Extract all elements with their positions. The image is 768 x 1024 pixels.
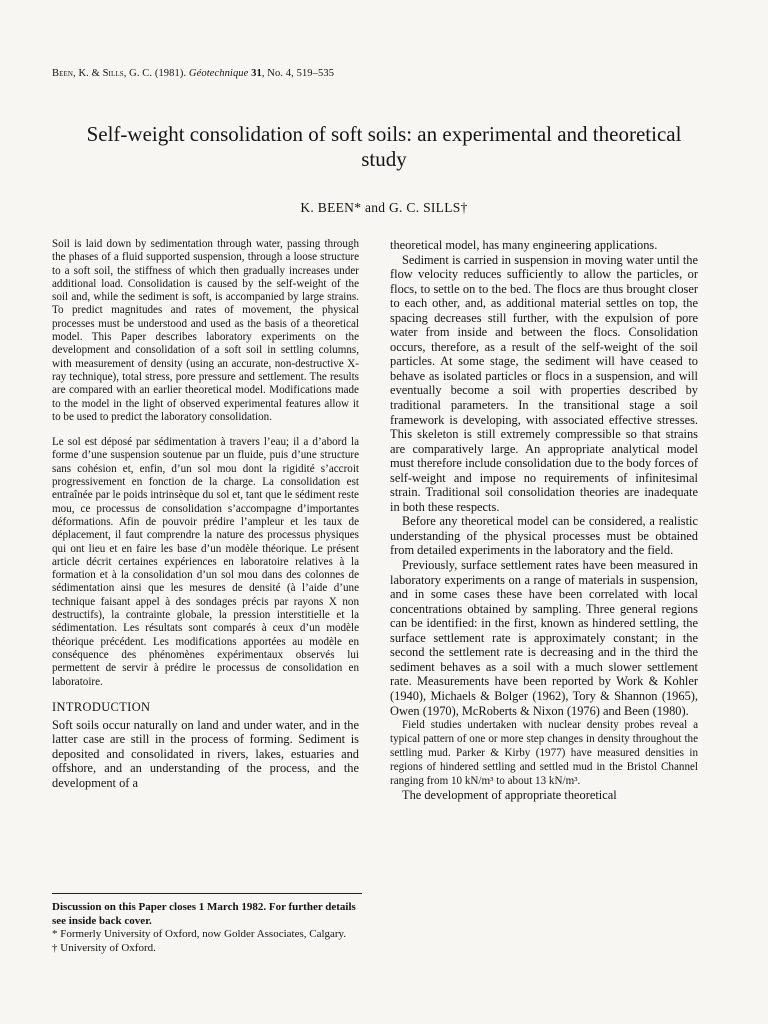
paper-authors: K. BEEN* and G. C. SILLS† bbox=[300, 200, 468, 215]
paragraph-settlement-rates: Previously, surface settlement rates have been measured in laboratory experiments on a range of materials in suspension, and in some cases these have been correlated with local concentrations obtained by sampling. Three general regions can be identified: in the first, known as hindered settling, the surface settlement rate is approximately constant; in the second the settlement rate is decreasing and in the third the sediment behaves as a soil with a much slower settlement rate. Measurements have been reported by Work & Kohler (1940), Michaels & Bolger (1962), Tory & Shannon (1965), Owen (1970), McRoberts & Nixon (1976) and Been (1980). bbox=[390, 558, 698, 718]
citation-header bbox=[52, 68, 334, 79]
footnote-discussion: Discussion on this Paper closes 1 March 1982. For further details see inside back cover. bbox=[52, 901, 356, 927]
footnote-affiliation-been: * Formerly University of Oxford, now Golder Associates, Calgary. bbox=[52, 928, 347, 940]
intro-paragraph: Soft soils occur naturally on land and under water, and in the latter case are still in the process of forming. Sediment is deposited and consolidated in rivers, lakes, estuaries and offshore, and an understanding of the process, and the development of a bbox=[52, 717, 359, 790]
citation-volume: 31 bbox=[248, 68, 262, 79]
paragraph-development: The development of appropriate theoretical bbox=[402, 788, 617, 803]
left-column bbox=[52, 238, 359, 791]
citation-year: (1981). bbox=[152, 68, 189, 79]
citation-issue-pages: , No. 4, 519–535 bbox=[261, 68, 335, 79]
citation-journal: Géotechnique bbox=[188, 68, 249, 79]
footnote-affiliation-sills: † University of Oxford. bbox=[52, 941, 156, 954]
section-heading-introduction: INTRODUCTION bbox=[52, 699, 151, 714]
paragraph-continued: theoretical model, has many engineering applications. bbox=[390, 238, 658, 252]
footnotes bbox=[52, 893, 362, 955]
abstract-english: Soil is laid down by sedimentation through water, passing through the phases of a fluid supported suspension, through a loose structure to a soft soil, the stiffness of which then gradually increases under additional load. Consolidation is caused by the self-weight of the soil and, while the sediment is soft, is accompanied by large strains. To predict magnitudes and rates of movement, the physical processes must be understood and used as the basis of a theoretical model. This Paper describes laboratory experiments on the development and consolidation of a soft soil in settling columns, with measurement of density (using an accurate, non-destructive X-ray technique), total stress, pore pressure and settlement. The results are compared with an earlier theoretical model. Modifications made to the model in the light of observed experimental features allow it to be used to predict the laboratory consolidation. bbox=[52, 238, 359, 423]
paragraph-before-model: Before any theoretical model can be considered, a realistic understanding of the physical processes must be obtained from detailed experiments in the laboratory and the field. bbox=[390, 514, 698, 558]
abstract-french: Le sol est déposé par sédimentation à travers l’eau; il a d’abord la forme d’une suspension soutenue par un fluide, puis d’une structure sans cohésion et, enfin, d’un sol mou dont la rigidité s’accroit progressivement en fonction de la charge. La consolidation est entraînée par le poids intrinsèque du sol et, tant que le sédiment reste mou, ce processus de consolidation s’accompagne d’importantes déformations. Afin de pouvoir prédire l’ampleur et les taux de déplacement, il faut comprendre la nature des processus physiques qui ont lieu et en faire les base d’un modèle théorique. Le présent article décrit certaines expériences en laboratoire relatives à la formation et à la consolidation d’un sol mou dans des colonnes de sédimentation ainsi que les mesures de densité (à l’aide d’une technique faisant appel à des sondages précis par rayons X non destructifs), la contrainte globale, la pression interstitielle et la sédimentation. Les résultats sont comparés à ceux d’un modèle théorique précédent. Les modifications apportées au modèle en conséquence des phénomènes expérimentaux observés lui permettent de servir à prédire le processus de consolidation en laboratoire. bbox=[52, 436, 359, 688]
right-column bbox=[390, 238, 698, 803]
citation-authors: Been, K. & Sills, G. C. bbox=[52, 68, 153, 79]
paper-title: Self-weight consolidation of soft soils: an experimental and theoretical study bbox=[86, 122, 682, 171]
paragraph-field-studies: Field studies undertaken with nuclear density probes reveal a typical pattern of one or more step changes in density throughout the settling mud. Parker & Kirby (1977) have measured densities in regions of hindered settling and settled mud in the Bristol Channel ranging from 10 kN/m³ to about 13 kN/m³. bbox=[390, 719, 698, 788]
paragraph-sediment: Sediment is carried in suspension in moving water until the flow velocity reduces sufficiently to allow the particles, or flocs, to settle on to the bed. The flocs are thus brought closer to each other, and, as additional material settles on top, the spacing decreases still further, with the expulsion of pore water from inside and between the flocs. Consolidation occurs, therefore, as a result of the self-weight of the soil particles. At some stage, the sediment will have ceased to behave as isolated particles or flocs in a suspension, and will eventually become a soil with properties described by traditional parameters. In the transitional stage a soil framework is developing, with associated effective stresses. This skeleton is still extremely compressible so that strains are comparatively large. An appropriate analytical model must therefore include consolidation due to the body forces of self-weight and impose no requirements of infinitesimal strain. Traditional soil consolidation theories are inadequate in both these respects. bbox=[390, 252, 698, 514]
